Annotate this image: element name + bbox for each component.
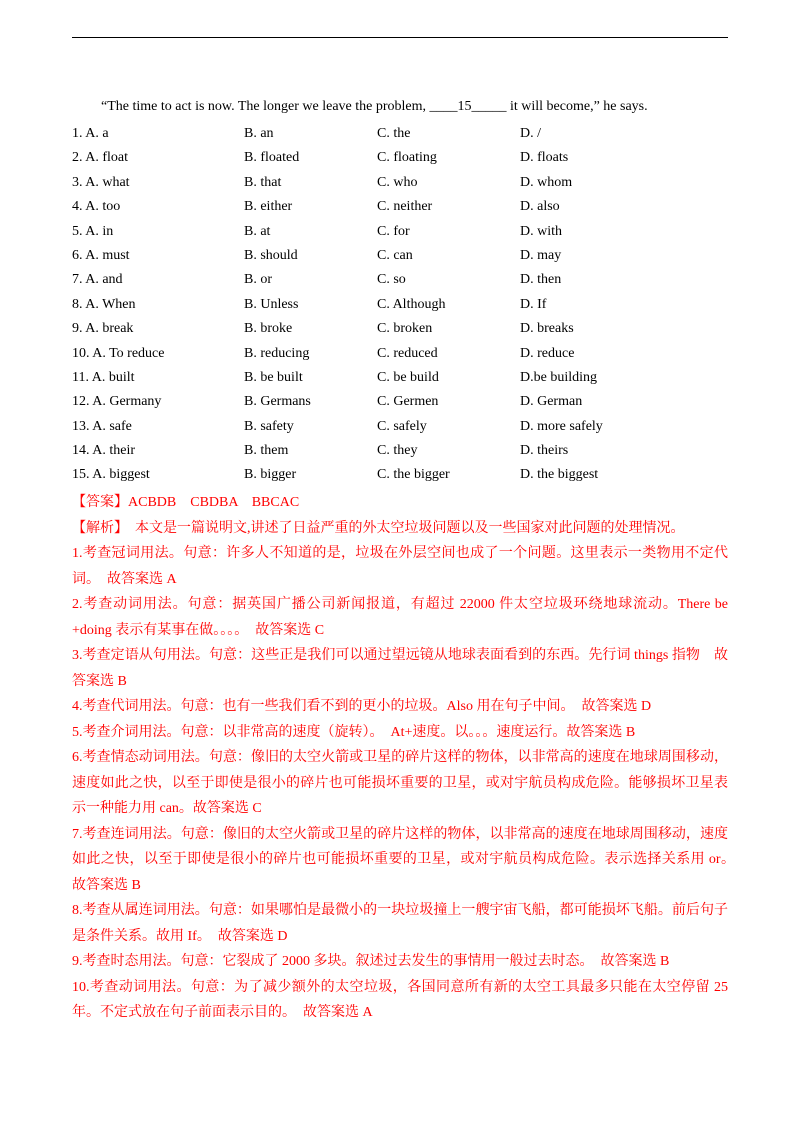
option-c: C. so: [377, 272, 406, 288]
option-a: 13. A. safe: [72, 418, 132, 434]
explanation-item: 10.考查动词用法。句意：为了减少额外的太空垃圾，各国同意所有新的太空工具最多只能在太空停留 25 年。不定式放在句子前面表示目的。 故答案选 A: [72, 979, 728, 1020]
answer-section: [72, 490, 742, 1026]
option-d: D. with: [520, 223, 562, 239]
option-b: B. them: [244, 443, 289, 459]
option-row: [72, 174, 728, 198]
option-a: 6. A. must: [72, 247, 130, 263]
option-b: B. floated: [244, 150, 300, 166]
option-row: [72, 149, 728, 173]
option-a: 10. A. To reduce: [72, 345, 165, 361]
option-c: C. can: [377, 247, 413, 263]
option-b: B. or: [244, 272, 272, 288]
option-a: 1. A. a: [72, 126, 109, 141]
answer-text: ACBDB CBDBA BBCAC: [128, 495, 300, 510]
option-b: B. Unless: [244, 296, 299, 312]
option-d: D. then: [520, 272, 562, 288]
explanation-item: 1.考查冠词用法。句意：许多人不知道的是，垃圾在外层空间也成了一个问题。这里表示一类物用不定代词。 故答案选 A: [72, 546, 728, 587]
option-row: [72, 393, 728, 417]
option-row: [72, 418, 728, 442]
option-row: [72, 345, 728, 369]
option-d: D. more safely: [520, 418, 603, 434]
explanation-item: 6.考查情态动词用法。句意：像旧的太空火箭或卫星的碎片这样的物体，以非常高的速度在地球周围移动，速度如此之快，以至于即使是很小的碎片也可能损坏重要的卫星，或对宇航员构成危险。能够损坏卫星表示一种能力用 can。故答案选 C: [72, 750, 728, 816]
option-row: [72, 125, 728, 149]
option-a: 3. A. what: [72, 174, 130, 190]
passage-quote: “The time to act is now. The longer we leave the problem, ____15_____ it will become,” he says.: [101, 99, 648, 114]
option-c: C. Although: [377, 296, 446, 312]
option-a: 14. A. their: [72, 443, 135, 459]
option-d: D. /: [520, 126, 541, 141]
option-c: C. the: [377, 126, 411, 141]
option-a: 4. A. too: [72, 199, 121, 215]
option-b: B. either: [244, 199, 293, 215]
option-d: D. German: [520, 394, 583, 410]
option-d: D. reduce: [520, 345, 575, 361]
option-c: C. broken: [377, 321, 433, 337]
header-rule: [72, 37, 728, 38]
option-a: 8. A. When: [72, 296, 136, 312]
option-c: C. safely: [377, 418, 427, 434]
option-row: [72, 247, 728, 271]
explanation-item: 3.考查定语从句用法。句意：这些正是我们可以通过望远镜从地球表面看到的东西。先行词 things 指物 故答案选 B: [72, 648, 728, 689]
explanation-item: 5.考查介词用法。句意：以非常高的速度（旋转）。 At+速度。以。。。速度运行。故答案选 B: [72, 724, 636, 740]
option-row: [72, 271, 728, 295]
option-d: D.be building: [520, 369, 597, 385]
option-b: B. at: [244, 223, 271, 239]
option-a: 7. A. and: [72, 272, 123, 288]
option-row: [72, 296, 728, 320]
analysis-line: [72, 516, 728, 542]
explanation-item: 4.考查代词用法。句意：也有一些我们看不到的更小的垃圾。Also 用在句子中间。 故答案选 D: [72, 699, 652, 714]
option-d: D. If: [520, 296, 547, 312]
option-d: D. the biggest: [520, 467, 599, 483]
option-c: C. reduced: [377, 345, 438, 361]
option-d: D. may: [520, 247, 562, 263]
option-a: 2. A. float: [72, 150, 128, 166]
option-a: 12. A. Germany: [72, 394, 162, 410]
explanations-list: [72, 541, 742, 1026]
explanation-item: 7.考查连词用法。句意：像旧的太空火箭或卫星的碎片这样的物体，以非常高的速度在地球周围移动，速度如此之快，以至于即使是很小的碎片也可能损坏重要的卫星，或对宇航员构成危险。表示选择关系用 or。 故答案选 B: [72, 826, 742, 893]
option-b: B. reducing: [244, 345, 310, 361]
explanation-item: 9.考查时态用法。句意：它裂成了 2000 多块。叙述过去发生的事情用一般过去时态。 故答案选 B: [72, 954, 670, 969]
option-d: D. also: [520, 199, 560, 215]
answer-label: 【答案】: [72, 495, 128, 510]
option-d: D. theirs: [520, 443, 569, 459]
option-row: [72, 198, 728, 222]
option-row: [72, 223, 728, 247]
option-b: B. that: [244, 174, 282, 190]
option-b: B. safety: [244, 418, 294, 434]
option-b: B. should: [244, 247, 298, 263]
option-row: [72, 442, 728, 466]
option-c: C. the bigger: [377, 467, 450, 483]
answer-line: [72, 490, 728, 516]
option-d: D. floats: [520, 150, 569, 166]
option-d: D. breaks: [520, 321, 574, 337]
option-a: 5. A. in: [72, 223, 114, 239]
option-row: [72, 466, 728, 490]
option-c: C. neither: [377, 199, 433, 215]
option-b: B. an: [244, 126, 274, 141]
option-c: C. be build: [377, 369, 439, 385]
option-b: B. broke: [244, 321, 293, 337]
option-b: B. be built: [244, 369, 303, 385]
option-row: [72, 369, 728, 393]
option-a: 11. A. built: [72, 369, 135, 385]
option-b: B. bigger: [244, 467, 297, 483]
option-c: C. they: [377, 443, 418, 459]
option-c: C. floating: [377, 150, 437, 166]
explanation-item: 2.考查动词用法。句意：据英国广播公司新闻报道，有超过 22000 件太空垃圾环绕地球流动。There be +doing 表示有某事在做。。。。 故答案选 C: [72, 597, 728, 638]
option-d: D. whom: [520, 174, 573, 190]
option-row: [72, 320, 728, 344]
option-a: 9. A. break: [72, 321, 134, 337]
option-b: B. Germans: [244, 394, 311, 410]
option-c: C. who: [377, 174, 418, 190]
analysis-summary: 本文是一篇说明文,讲述了日益严重的外太空垃圾问题以及一些国家对此问题的处理情况。: [121, 520, 685, 536]
option-c: C. Germen: [377, 394, 439, 410]
explanation-item: 8.考查从属连词用法。句意：如果哪怕是最微小的一块垃圾撞上一艘宇宙飞船，都可能损坏飞船。前后句子是条件关系。故用 If。 故答案选 D: [72, 903, 728, 944]
option-a: 15. A. biggest: [72, 467, 150, 483]
analysis-label: 【解析】: [72, 520, 121, 536]
options-list: [72, 125, 728, 491]
option-c: C. for: [377, 223, 410, 239]
